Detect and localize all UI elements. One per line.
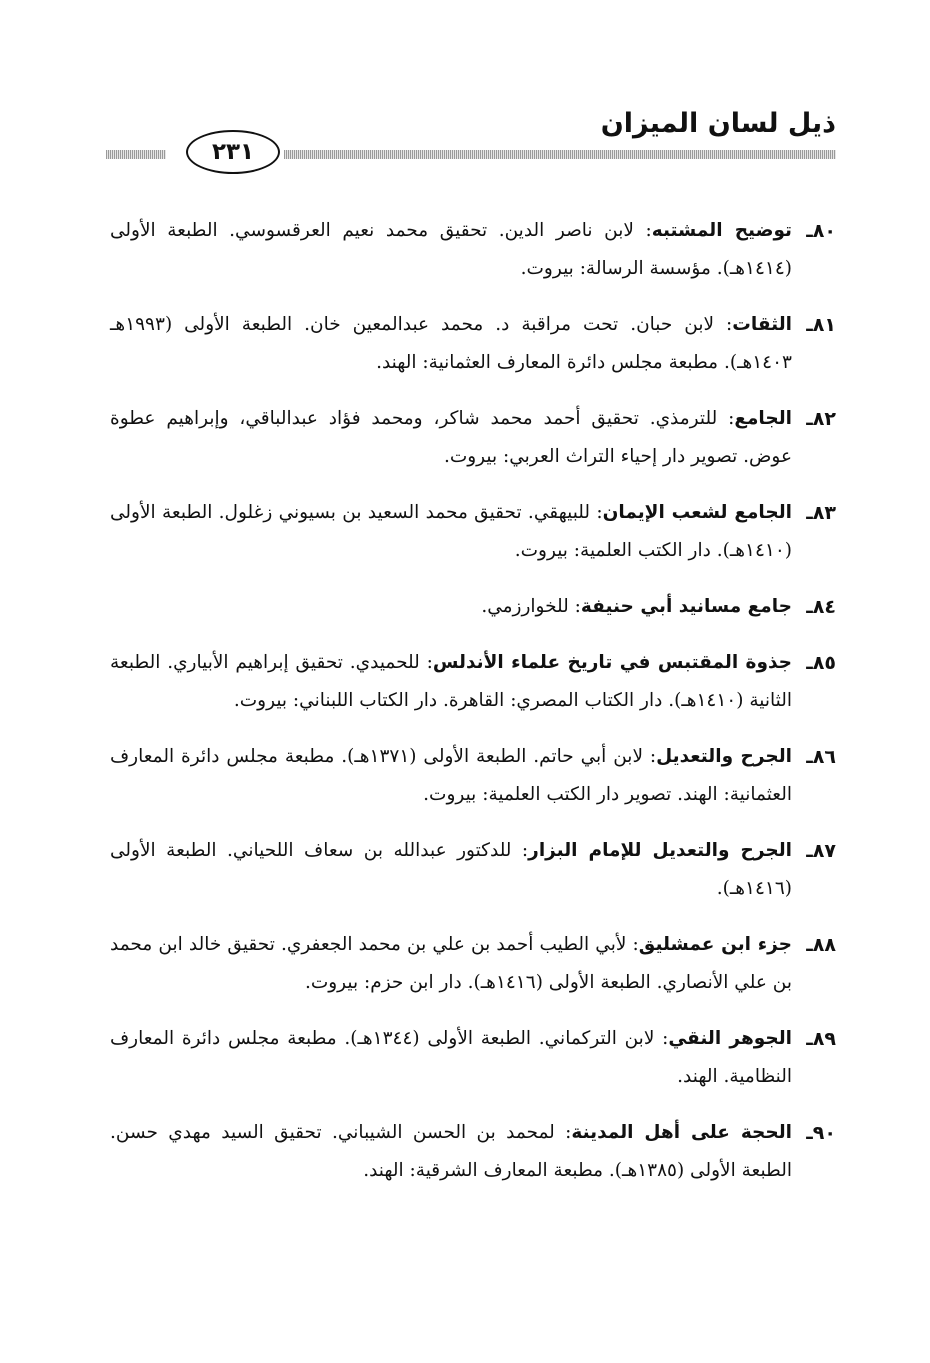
entry-title: جزء ابن عمشليق (638, 934, 792, 955)
header-rule-right (284, 150, 836, 159)
entry-number: ٩٠ـ (806, 1122, 836, 1144)
bibliography-entry (110, 588, 836, 626)
entry-title: الجوهر النقي (668, 1028, 792, 1049)
bibliography-entry (110, 1114, 836, 1190)
entry-number: ٨١ـ (806, 314, 836, 336)
entry-details: : للبيهقي. تحقيق محمد السعيد بن بسيوني زغلول. الطبعة الأولى (١٤١٠هـ). دار الكتب العلمية: بيروت. (110, 502, 792, 561)
entry-details: : للترمذي. تحقيق أحمد محمد شاكر، ومحمد فؤاد عبدالباقي، وإبراهيم عطوة عوض. تصوير دار إحياء التراث العربي: بيروت. (110, 408, 792, 467)
bibliography-entry (110, 212, 836, 288)
bibliography-entry (110, 306, 836, 382)
bibliography-list (110, 212, 836, 1208)
bibliography-entry (110, 926, 836, 1002)
page-header (106, 108, 836, 168)
entry-details: : للدكتور عبدالله بن سعاف اللحياني. الطبعة الأولى (١٤١٦هـ). (110, 840, 792, 899)
entry-number: ٨٧ـ (806, 840, 836, 862)
entry-title: جذوة المقتبس في تاريخ علماء الأندلس (432, 652, 793, 673)
entry-title: الجامع لشعب الإيمان (602, 502, 792, 523)
entry-number: ٨٢ـ (806, 408, 836, 430)
bibliography-entry (110, 400, 836, 476)
entry-details: : لابن حبان. تحت مراقبة د. محمد عبدالمعين خان. الطبعة الأولى (١٩٩٣هـ ١٤٠٣هـ). مطبعة مجلس دائرة المعارف العثمانية: الهند. (110, 314, 792, 373)
entry-details: : لأبي الطيب أحمد بن علي بن محمد الجعفري. تحقيق خالد ابن محمد بن علي الأنصاري. الطبعة الأولى (١٤١٦هـ). دار ابن حزم: بيروت. (110, 934, 792, 993)
header-rule-left (106, 150, 166, 159)
entry-number: ٨٩ـ (806, 1028, 836, 1050)
entry-title: جامع مسانيد أبي حنيفة (580, 596, 792, 617)
bibliography-entry (110, 494, 836, 570)
entry-number: ٨٤ـ (806, 596, 836, 618)
page-number: ٢٣١ (186, 130, 280, 174)
entry-number: ٨٥ـ (806, 652, 836, 674)
entry-title: الجرح والتعديل (656, 746, 792, 767)
entry-details: : لابن التركماني. الطبعة الأولى (١٣٤٤هـ). مطبعة مجلس دائرة المعارف النظامية. الهند. (110, 1028, 792, 1087)
bibliography-entry (110, 1020, 836, 1096)
entry-number: ٨٠ـ (806, 220, 836, 242)
bibliography-entry (110, 832, 836, 908)
entry-title: الحجة على أهل المدينة (571, 1122, 792, 1143)
entry-number: ٨٨ـ (806, 934, 836, 956)
entry-number: ٨٣ـ (806, 502, 836, 524)
bibliography-entry (110, 738, 836, 814)
entry-title: الجرح والتعديل للإمام البزار (528, 840, 792, 861)
entry-number: ٨٦ـ (806, 746, 836, 768)
entry-title: الثقات (732, 314, 792, 335)
running-title: ذيل لسان الميزان (600, 108, 836, 139)
bibliography-entry (110, 644, 836, 720)
entry-details: : للحميدي. تحقيق إبراهيم الأبياري. الطبعة الثانية (١٤١٠هـ). دار الكتاب المصري: القاهرة. دار الكتاب اللبناني: بيروت. (110, 652, 792, 711)
entry-title: الجامع (734, 408, 792, 429)
entry-details: : لابن ناصر الدين. تحقيق محمد نعيم العرقسوسي. الطبعة الأولى (١٤١٤هـ). مؤسسة الرسالة: بيروت. (110, 220, 792, 279)
entry-details: : لابن أبي حاتم. الطبعة الأولى (١٣٧١هـ). مطبعة مجلس دائرة المعارف العثمانية: الهند. تصوير دار الكتب العلمية: بيروت. (110, 746, 792, 805)
entry-title: توضيح المشتبه (651, 220, 792, 241)
entry-details: : لمحمد بن الحسن الشيباني. تحقيق السيد مهدي حسن. الطبعة الأولى (١٣٨٥هـ). مطبعة المعارف الشرقية: الهند. (110, 1122, 792, 1181)
entry-details: : للخوارزمي. (481, 596, 581, 617)
